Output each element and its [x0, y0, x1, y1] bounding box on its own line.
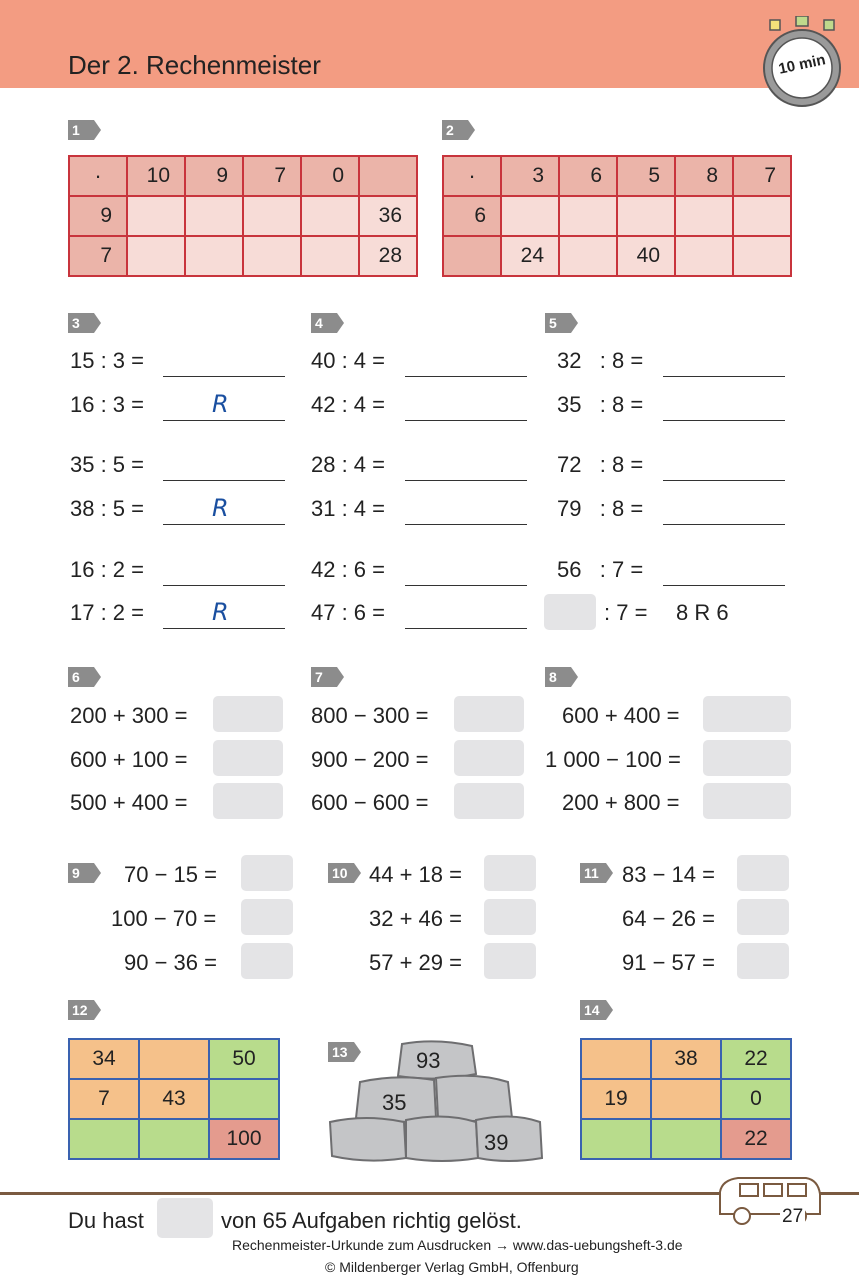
division-problem: 28 : 4 = [311, 452, 386, 477]
task-number-11: 11 [580, 863, 606, 883]
answer-box[interactable] [213, 696, 283, 732]
answer-box[interactable] [241, 943, 293, 979]
stone-bottom-mid [406, 1116, 478, 1161]
stone-value: 93 [416, 1048, 441, 1073]
answer-cell[interactable] [301, 196, 359, 236]
answer-cell[interactable] [139, 1039, 209, 1079]
stone-mid-right [436, 1076, 512, 1121]
stone-value: 39 [484, 1130, 509, 1155]
table-cell: 6 [443, 196, 501, 236]
answer-cell[interactable] [301, 236, 359, 276]
subtraction-problem: 1 000 − 100 = [545, 747, 681, 772]
table-cell: 28 [359, 236, 417, 276]
page-number: 27 [782, 1206, 804, 1227]
answer-line[interactable] [405, 585, 527, 586]
addition-problem: 200 + 300 = [70, 703, 188, 728]
table-cell: 9 [69, 196, 127, 236]
answer-cell[interactable] [185, 236, 243, 276]
timer-label: 10 min [776, 51, 828, 78]
division-problem: 16 : 3 = [70, 392, 145, 417]
table-cell: 10 [127, 156, 185, 196]
copyright-notice: © Mildenberger Verlag GmbH, Offenburg [325, 1259, 579, 1275]
task-number-13: 13 [328, 1042, 354, 1062]
remainder-mark: R [212, 494, 229, 522]
subtraction-problem: 100 − 70 = [111, 906, 217, 931]
square-cell: 0 [721, 1079, 791, 1119]
subtraction-problem: 91 − 57 = [622, 950, 715, 975]
answer-line[interactable] [405, 480, 527, 481]
division-problem: 40 : 4 = [311, 348, 386, 373]
answer-box[interactable] [241, 855, 293, 891]
answer-cell[interactable] [733, 196, 791, 236]
division-problem: 42 : 4 = [311, 392, 386, 417]
subtraction-problem: 83 − 14 = [622, 862, 715, 887]
division-problem: 72 : 8 = [557, 452, 644, 477]
table-cell: 24 [501, 236, 559, 276]
task-number-3: 3 [68, 313, 94, 333]
division-problem: : 7 = [604, 600, 648, 625]
answer-cell[interactable] [209, 1079, 279, 1119]
task-number-1: 1 [68, 120, 94, 140]
table-cell: 7 [69, 236, 127, 276]
task-number-6: 6 [68, 667, 94, 687]
subtraction-problem: 70 − 15 = [124, 862, 217, 887]
division-problem: 32 : 8 = [557, 348, 644, 373]
answer-line[interactable] [663, 420, 785, 421]
table-cell: 5 [617, 156, 675, 196]
square-cell: 19 [581, 1079, 651, 1119]
table-cell [359, 156, 417, 196]
table-cell: 3 [501, 156, 559, 196]
answer-cell[interactable] [733, 236, 791, 276]
answer-cell[interactable] [651, 1079, 721, 1119]
table-cell: 40 [617, 236, 675, 276]
division-problem: 16 : 2 = [70, 557, 145, 582]
stone-bottom-left [330, 1118, 406, 1161]
answer-cell[interactable] [617, 196, 675, 236]
division-problem: 38 : 5 = [70, 496, 145, 521]
stone-value: 35 [382, 1090, 407, 1115]
answer-cell[interactable] [675, 236, 733, 276]
multiplication-table-1 [68, 155, 418, 277]
answer-cell[interactable] [127, 236, 185, 276]
answer-box[interactable] [241, 899, 293, 935]
table-cell: 8 [675, 156, 733, 196]
certificate-link[interactable]: Rechenmeister-Urkunde zum Ausdrucken → www.das-uebungsheft-3.de [232, 1237, 683, 1253]
square-cell: 22 [721, 1119, 791, 1159]
square-cell: 22 [721, 1039, 791, 1079]
missing-dividend-box[interactable] [544, 594, 596, 630]
table-cell: · [69, 156, 127, 196]
answer-box[interactable] [737, 943, 789, 979]
answer-box[interactable] [484, 899, 536, 935]
square-cell: 50 [209, 1039, 279, 1079]
addition-problem: 500 + 400 = [70, 790, 188, 815]
answer-line[interactable] [163, 480, 285, 481]
answer-line[interactable] [405, 420, 527, 421]
subtraction-problem: 64 − 26 = [622, 906, 715, 931]
answer-box[interactable] [703, 696, 791, 732]
task-number-7: 7 [311, 667, 337, 687]
answer-box[interactable] [703, 740, 791, 776]
score-box[interactable] [157, 1198, 213, 1238]
answer-box[interactable] [454, 696, 524, 732]
table-cell: 7 [243, 156, 301, 196]
answer-cell[interactable] [443, 236, 501, 276]
answer-cell[interactable] [127, 196, 185, 236]
subtraction-problem: 90 − 36 = [124, 950, 217, 975]
page-title: Der 2. Rechenmeister [68, 50, 321, 80]
subtraction-problem: 600 − 600 = [311, 790, 429, 815]
task-number-4: 4 [311, 313, 337, 333]
answer-box[interactable] [703, 783, 791, 819]
addition-problem: 600 + 400 = [562, 703, 680, 728]
addition-problem: 44 + 18 = [369, 862, 462, 887]
task-number-9: 9 [68, 863, 94, 883]
score-suffix: von 65 Aufgaben richtig gelöst. [221, 1208, 522, 1233]
answer-cell[interactable] [581, 1039, 651, 1079]
answer-line[interactable] [405, 628, 527, 629]
square-cell: 34 [69, 1039, 139, 1079]
square-cell: 100 [209, 1119, 279, 1159]
table-cell: 6 [559, 156, 617, 196]
answer-line[interactable] [163, 628, 285, 629]
division-problem: 56 : 7 = [557, 557, 644, 582]
answer-line[interactable] [405, 524, 527, 525]
answer-line[interactable] [663, 480, 785, 481]
addition-problem: 57 + 29 = [369, 950, 462, 975]
square-cell: 38 [651, 1039, 721, 1079]
answer-cell[interactable] [581, 1119, 651, 1159]
square-cell: 7 [69, 1079, 139, 1119]
answer-box[interactable] [737, 855, 789, 891]
stopwatch-icon [760, 16, 844, 112]
multiplication-table-2 [442, 155, 792, 277]
task-number-8: 8 [545, 667, 571, 687]
answer-line[interactable] [163, 585, 285, 586]
answer-line[interactable] [663, 376, 785, 377]
answer-box[interactable] [454, 783, 524, 819]
division-problem: 17 : 2 = [70, 600, 145, 625]
answer-box[interactable] [484, 943, 536, 979]
square-cell: 43 [139, 1079, 209, 1119]
addition-problem: 600 + 100 = [70, 747, 188, 772]
addition-problem: 200 + 800 = [562, 790, 680, 815]
answer-box[interactable] [454, 740, 524, 776]
answer-cell[interactable] [139, 1119, 209, 1159]
table-cell: · [443, 156, 501, 196]
answer-line[interactable] [163, 420, 285, 421]
task-number-10: 10 [328, 863, 354, 883]
subtraction-problem: 900 − 200 = [311, 747, 429, 772]
given-result: 8 R 6 [676, 600, 729, 625]
division-problem: 31 : 4 = [311, 496, 386, 521]
answer-box[interactable] [484, 855, 536, 891]
answer-cell[interactable] [559, 236, 617, 276]
task-number-14: 14 [580, 1000, 606, 1020]
answer-cell[interactable] [243, 236, 301, 276]
task-number-5: 5 [545, 313, 571, 333]
table-cell: 7 [733, 156, 791, 196]
division-problem: 15 : 3 = [70, 348, 145, 373]
table-cell: 0 [301, 156, 359, 196]
answer-line[interactable] [663, 585, 785, 586]
answer-cell[interactable] [675, 196, 733, 236]
answer-line[interactable] [163, 376, 285, 377]
answer-cell[interactable] [243, 196, 301, 236]
score-prefix: Du hast [68, 1208, 144, 1233]
task-number-2: 2 [442, 120, 468, 140]
division-problem: 47 : 6 = [311, 600, 386, 625]
table-cell: 9 [185, 156, 243, 196]
answer-box[interactable] [737, 899, 789, 935]
answer-line[interactable] [663, 524, 785, 525]
subtraction-problem: 800 − 300 = [311, 703, 429, 728]
answer-cell[interactable] [69, 1119, 139, 1159]
magic-square-14 [580, 1038, 792, 1160]
division-problem: 35 : 8 = [557, 392, 644, 417]
answer-line[interactable] [163, 524, 285, 525]
camper-van-icon [714, 1172, 826, 1230]
answer-box[interactable] [213, 740, 283, 776]
magic-square-12 [68, 1038, 280, 1160]
remainder-mark: R [212, 598, 229, 626]
addition-problem: 32 + 46 = [369, 906, 462, 931]
answer-cell[interactable] [559, 196, 617, 236]
division-problem: 35 : 5 = [70, 452, 145, 477]
answer-cell[interactable] [501, 196, 559, 236]
division-problem: 42 : 6 = [311, 557, 386, 582]
division-problem: 79 : 8 = [557, 496, 644, 521]
answer-cell[interactable] [185, 196, 243, 236]
remainder-mark: R [212, 390, 229, 418]
answer-cell[interactable] [651, 1119, 721, 1159]
table-cell: 36 [359, 196, 417, 236]
answer-line[interactable] [405, 376, 527, 377]
answer-box[interactable] [213, 783, 283, 819]
task-number-12: 12 [68, 1000, 94, 1020]
